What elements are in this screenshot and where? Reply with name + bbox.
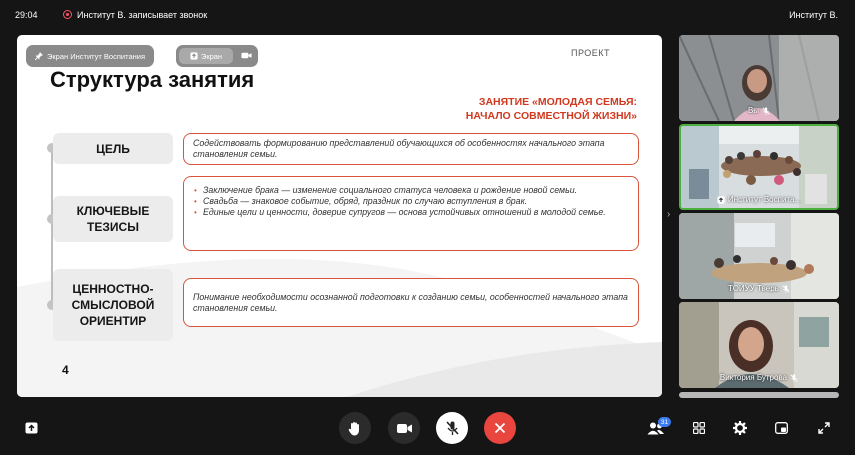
section-theses-box	[183, 176, 639, 251]
raise-hand-button[interactable]	[339, 412, 371, 444]
pinned-screen-label: Экран Институт Воспитания	[47, 51, 146, 61]
section-value-text: Понимание необходимости осознанной подготовки к созданию семьи, особенностей начального этапа становления семьи.	[193, 292, 628, 313]
slide-title: Структура занятия	[50, 67, 255, 92]
recording-icon	[63, 10, 72, 19]
chevron-right-icon[interactable]: ›	[667, 209, 671, 220]
mic-off-icon	[762, 107, 770, 115]
section-label-text: КЛЮЧЕВЫЕ	[76, 204, 150, 218]
end-call-button[interactable]	[484, 412, 516, 444]
share-screen-button[interactable]	[20, 418, 42, 438]
close-icon	[494, 422, 506, 434]
meeting-host-name[interactable]: Институт В.	[789, 10, 838, 20]
lesson-title	[417, 95, 637, 123]
screen-share-icon	[717, 196, 725, 204]
camera-icon[interactable]	[241, 50, 252, 61]
participant-tile-partial[interactable]	[679, 392, 839, 398]
participant-name	[681, 195, 837, 204]
section-label-value	[53, 269, 173, 341]
lesson-title-line-2: НАЧАЛО СОВМЕСТНОЙ ЖИЗНИ»	[465, 110, 637, 122]
picture-in-picture-button[interactable]	[771, 418, 791, 438]
picture-in-picture-icon	[775, 422, 788, 434]
hand-icon	[348, 421, 362, 436]
camera-toggle-button[interactable]	[388, 412, 420, 444]
section-label-text: СМЫСЛОВОЙ	[71, 298, 155, 312]
grid-icon	[693, 422, 705, 434]
screen-share-icon	[190, 52, 198, 60]
participant-name-text: Институт Воспита...	[727, 195, 802, 204]
project-label: ПРОЕКТ	[571, 48, 611, 58]
participant-name	[679, 373, 839, 382]
mic-off-icon	[782, 285, 790, 293]
mic-off-icon	[446, 421, 459, 436]
participant-tile-institute[interactable]	[679, 124, 839, 210]
grid-view-button[interactable]	[689, 418, 709, 438]
section-value-box	[183, 278, 639, 327]
participant-tile-toiuu[interactable]	[679, 213, 839, 299]
settings-button[interactable]	[730, 418, 750, 438]
section-label-text: ТЕЗИСЫ	[87, 220, 139, 234]
lesson-title-line-1: ЗАНЯТИЕ «МОЛОДАЯ СЕМЬЯ:	[478, 96, 637, 108]
shared-screen	[17, 35, 662, 397]
list-item: • Единые цели и ценности, доверие супругов — основа устойчивых отношений в молодой семье.	[193, 207, 629, 218]
pin-icon	[35, 52, 43, 60]
participant-name-text: Вы	[747, 106, 760, 115]
fullscreen-button[interactable]	[814, 418, 834, 438]
participant-tile-self[interactable]	[679, 35, 839, 121]
expand-icon	[818, 422, 830, 434]
call-timer: 29:04	[15, 10, 38, 20]
section-goal-box	[183, 133, 639, 165]
list-item: • Свадьба — знаковое событие, обряд, праздник по случаю вступления в брак.	[193, 196, 629, 207]
section-label-goal	[53, 133, 173, 164]
recording-status: Институт В. записывает звонок	[77, 10, 208, 20]
section-label-text: ОРИЕНТИР	[79, 314, 147, 328]
participant-name-text: Виктория Бутрова	[719, 373, 788, 382]
section-goal-text: Содействовать формированию представлений обучающихся об особенностях начального этапа становления семьи.	[193, 138, 605, 159]
list-item: • Заключение брака — изменение социального статуса человека и рождение новой семьи.	[193, 185, 629, 196]
participant-tile-viktoria[interactable]	[679, 302, 839, 388]
share-screen-icon	[25, 422, 38, 434]
video-camera-icon	[397, 423, 412, 434]
participant-name	[679, 284, 839, 293]
theses-list	[193, 185, 629, 218]
section-label-text: ЦЕЛЬ	[96, 141, 130, 156]
screen-toggle[interactable]	[179, 48, 233, 64]
slide-page-number: 4	[62, 363, 69, 377]
gear-icon	[733, 421, 747, 435]
participant-name	[679, 106, 839, 115]
participant-name-text: ТОИУУ Тверь	[728, 284, 779, 293]
mic-off-icon	[790, 374, 798, 382]
top-bar	[0, 0, 855, 30]
screen-chip[interactable]	[176, 45, 258, 67]
section-label-text: ЦЕННОСТНО-	[72, 282, 154, 296]
participants-count-badge: 31	[658, 417, 671, 427]
pinned-screen-chip[interactable]	[26, 45, 154, 67]
microphone-toggle-button[interactable]	[436, 412, 468, 444]
section-label-theses	[53, 196, 173, 242]
screen-chip-label: Экран	[200, 51, 223, 61]
